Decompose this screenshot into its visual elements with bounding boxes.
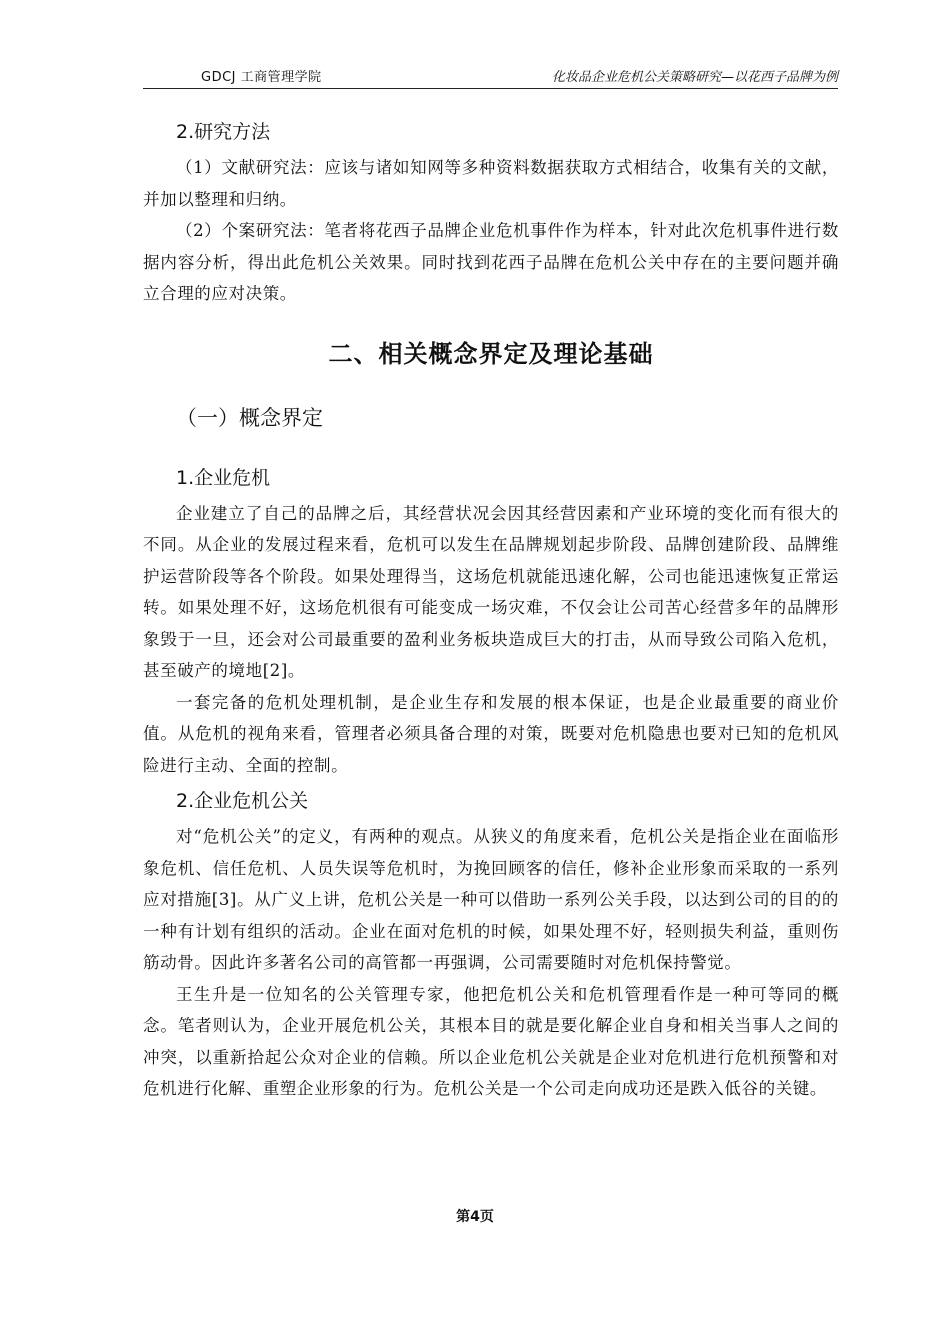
paragraph-case-method: （2）个案研究法：笔者将花西子品牌企业危机事件作为样本，针对此次危机事件进行数据内容分析，得出此危机公关效果。同时找到花西子品牌在危机公关中存在的主要问题并确立合理的应对决策。 <box>143 221 839 303</box>
header-thesis-title: 化妆品企业危机公关策略研究—以花西子品牌为例 <box>551 70 838 85</box>
crisis-heading: 1.企业危机 <box>176 466 271 489</box>
page-header <box>143 62 838 89</box>
paragraph-crisis-1: 企业建立了自己的品牌之后，其经营状况会因其经营因素和产业环境的变化而有很大的不同。从企业的发展过程来看，危机可以发生在品牌规划起步阶段、品牌创建阶段、品牌维护运营阶段等各个阶段。如果处理得当，这场危机就能迅速化解，公司也能迅速恢复正常运转。如果处理不好，这场危机很有可能变成一场灾难，不仅会让公司苦心经营多年的品牌形象毁于一旦，还会对公司最重要的盈利业务板块造成巨大的打击，从而导致公司陷入危机，甚至破产的境地[2]。 <box>143 503 839 680</box>
paragraph-literature-method: （1）文献研究法：应该与诸如知网等多种资料数据获取方式相结合，收集有关的文献，并加以整理和归纳。 <box>143 158 839 209</box>
page-body <box>143 112 839 1105</box>
research-methods-heading: 2.研究方法 <box>176 121 271 143</box>
section-title: （一）概念界定 <box>176 405 323 430</box>
page-number: 第4页 <box>456 1209 494 1225</box>
paragraph-crisis-pr-1: 对“危机公关”的定义，有两种的观点。从狭义的角度来看，危机公关是指企业在面临形象危机、信任危机、人员失误等危机时，为挽回顾客的信任，修补企业形象而采取的一系列应对措施[3]。从广义上讲，危机公关是一种可以借助一系列公关手段，以达到公司的目的的一种有计划有组织的活动。企业在面对危机的时候，如果处理不好，轻则损失利益，重则伤筋动骨。因此许多著名公司的高管都一再强调，公司需要随时对危机保持警觉。 <box>143 827 839 972</box>
paragraph-crisis-2: 一套完备的危机处理机制，是企业生存和发展的根本保证，也是企业最重要的商业价值。从危机的视角来看，管理者必须具备合理的对策，既要对危机隐患也要对已知的危机风险进行主动、全面的控制。 <box>143 692 839 775</box>
crisis-pr-heading: 2.企业危机公关 <box>176 790 309 812</box>
chapter-title: 二、相关概念界定及理论基础 <box>328 339 654 368</box>
paragraph-crisis-pr-2: 王生升是一位知名的公关管理专家，他把危机公关和危机管理看作是一种可等同的概念。笔者则认为，企业开展危机公关，其根本目的就是要化解企业自身和相关当事人之间的冲突，以重新拾起公众对企业的信赖。所以企业危机公关就是企业对危机进行危机预警和对危机进行化解、重塑企业形象的行为。危机公关是一个公司走向成功还是跌入低谷的关键。 <box>143 984 839 1098</box>
header-school-name: GDCJ 工商管理学院 <box>201 70 322 85</box>
